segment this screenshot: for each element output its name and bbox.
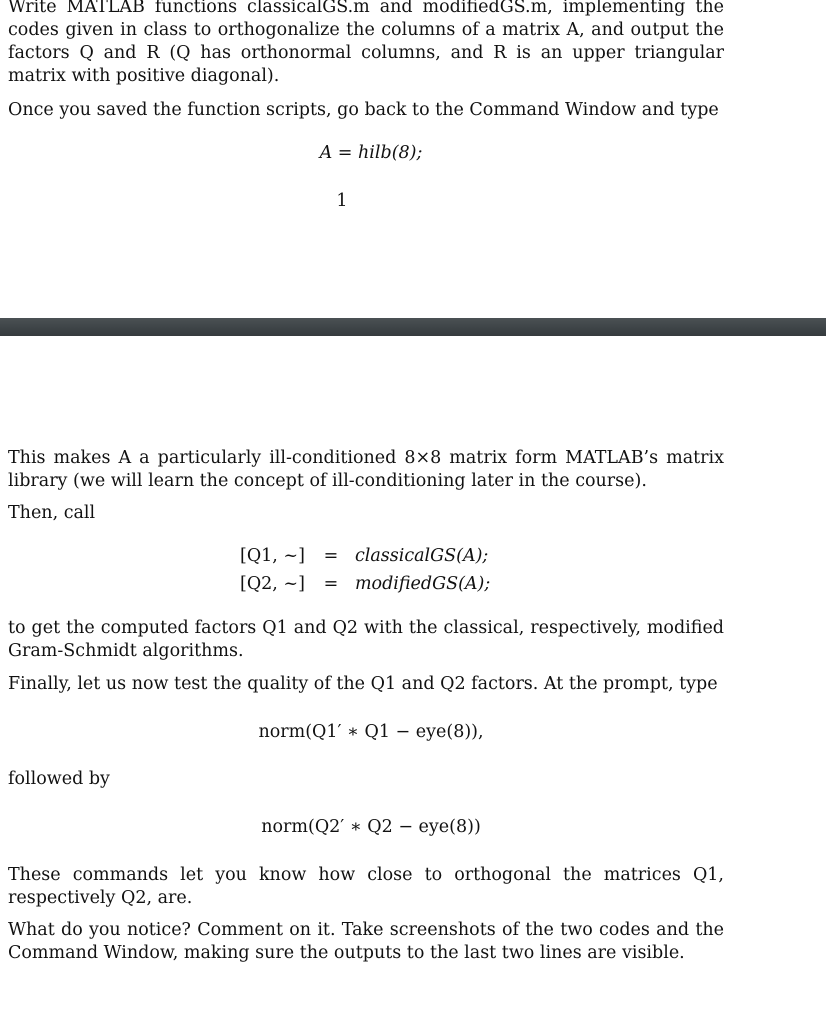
equation-relation: = (323, 573, 339, 594)
equation-lhs: [Q2, ~] (240, 573, 305, 594)
norm-equation-2: norm(Q2′ ∗ Q2 − eye(8)) (261, 817, 481, 837)
pdf-page-2 (0, 336, 826, 1024)
page-separator (0, 318, 826, 336)
hilb-equation: A = hilb(8); (319, 143, 423, 163)
ill-conditioned-paragraph: This makes A a particularly ill-conditioned 8×8 matrix form MATLAB’s matrix library (we will learn the concept of ill-conditioning later in the course). (8, 448, 724, 491)
equation-lhs: [Q1, ~] (240, 545, 305, 566)
page-number: 1 (336, 191, 348, 211)
followed-by-text: followed by (8, 769, 110, 789)
factors-paragraph: to get the computed factors Q1 and Q2 with the classical, respectively, modified Gram-Schmidt algorithms. (8, 618, 724, 661)
commands-paragraph: These commands let you know how close to orthogonal the matrices Q1, respectively Q2, are. (8, 865, 724, 908)
equation-row (240, 570, 490, 598)
equation-rhs: modifiedGS(A); (354, 573, 491, 594)
command-window-paragraph: Once you saved the function scripts, go back to the Command Window and type (8, 100, 719, 120)
intro-paragraph: Write MATLAB functions classicalGS.m and modifiedGS.m, implementing the codes given in class to orthogonalize the columns of a matrix A, and output the factors Q and R (Q has orthonormal columns, and R is an upper triangular matrix with positive diagonal). (8, 0, 724, 86)
equation-row (240, 542, 490, 570)
then-call-text: Then, call (8, 503, 96, 523)
notice-paragraph: What do you notice? Comment on it. Take screenshots of the two codes and the Command Window, making sure the outputs to the last two lines are visible. (8, 920, 724, 963)
finally-paragraph: Finally, let us now test the quality of the Q1 and Q2 factors. At the prompt, type (8, 674, 718, 694)
equation-relation: = (323, 545, 339, 566)
equation-rhs: classicalGS(A); (354, 545, 489, 566)
gs-equation-array (240, 542, 490, 598)
pdf-page-1 (0, 0, 826, 318)
norm-equation-1: norm(Q1′ ∗ Q1 − eye(8)), (258, 722, 484, 742)
